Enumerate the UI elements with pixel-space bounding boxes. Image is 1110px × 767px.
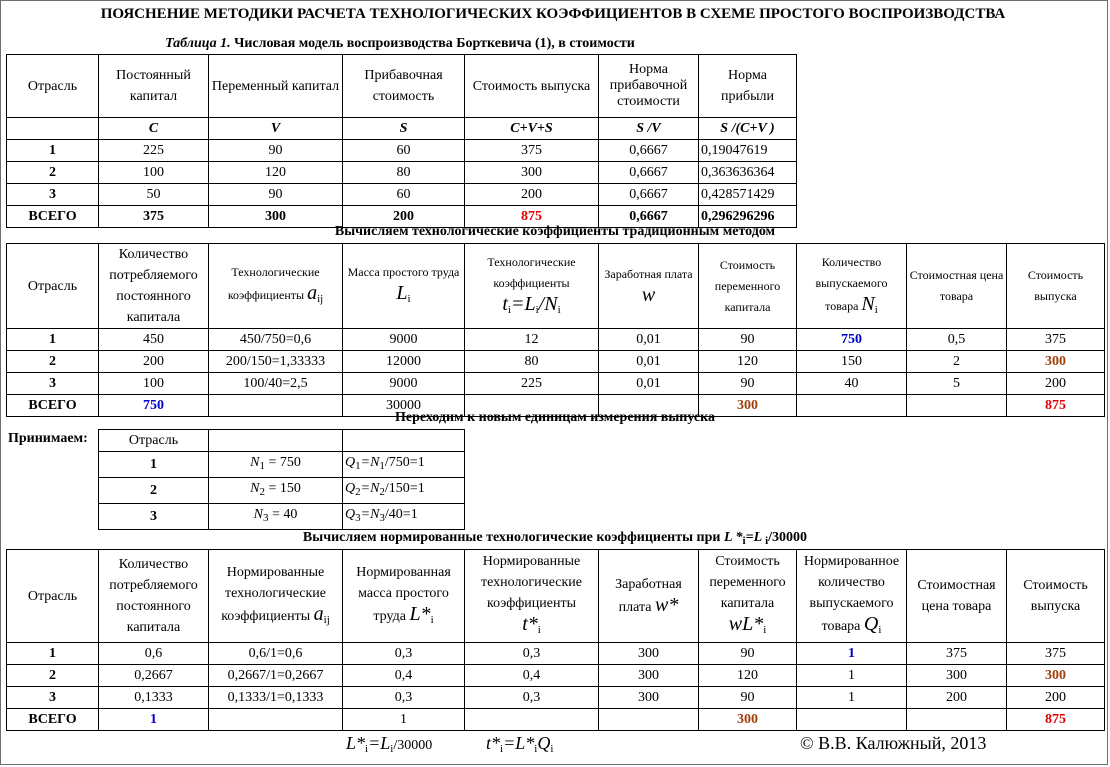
t3-n-cell: $N_3 = 40$ xyxy=(209,504,343,530)
t3-branch-num: 2 xyxy=(99,478,209,504)
accept-label: Принимаем: xyxy=(8,431,88,446)
t4-cell: 0,6/1=0,6 xyxy=(209,643,343,665)
t4-header-norm-tech-coef-t: Нормированные технологические коэффициенты $t*_i$ xyxy=(465,550,599,643)
table4-caption: Вычисляем нормированные технологические коэффициенты при L $*_i=L$ $_i$/30000 xyxy=(302,530,808,547)
t2-cell: 200 xyxy=(1007,373,1105,395)
t2-cell: 1 xyxy=(7,329,99,351)
t1-cell: 0,6667 xyxy=(599,162,699,184)
t2-cell: 12 xyxy=(465,329,599,351)
t3-branch-num: 3 xyxy=(99,504,209,530)
t4-cell: 300 xyxy=(599,687,699,709)
t4-cell: 375 xyxy=(1007,643,1105,665)
t4-total-variable: 300 xyxy=(699,709,797,731)
t1-cell: 0,6667 xyxy=(599,184,699,206)
t4-cell: 0,1333 xyxy=(99,687,209,709)
table1-caption-prefix: Таблица 1. xyxy=(165,36,231,51)
t2-total-label: ВСЕГО xyxy=(7,395,99,417)
table2-caption: Вычисляем технологические коэффициенты традиционным методом xyxy=(334,224,776,239)
t2-cell: 2 xyxy=(907,351,1007,373)
t2-header-labour-mass: Масса простого труда Li xyxy=(343,244,465,329)
t1-symbol: S /V xyxy=(599,118,699,140)
formula-tech-coef: $t*_i=L*_iQ_i$ xyxy=(486,733,554,755)
t4-header-unit-price: Стоимостная цена товара xyxy=(907,550,1007,643)
t4-cell: 200 xyxy=(1007,687,1105,709)
t4-cell: 200 xyxy=(907,687,1007,709)
t4-cell: 300 xyxy=(907,665,1007,687)
t1-header-profit-rate: Норма прибыли xyxy=(699,55,797,118)
t1-cell: 2 xyxy=(7,162,99,184)
t4-cell: 2 xyxy=(7,665,99,687)
t4-cell: 300 xyxy=(599,643,699,665)
t4-total-cell xyxy=(599,709,699,731)
t1-cell: 225 xyxy=(99,140,209,162)
t2-cell: 9000 xyxy=(343,329,465,351)
t4-cell: 0,3 xyxy=(343,687,465,709)
t1-header-branch: Отрасль xyxy=(7,55,99,118)
t4-cell: 1 xyxy=(797,687,907,709)
t1-total-cell: 0,296296296 xyxy=(699,206,797,228)
t4-cell: 0,1333/1=0,1333 xyxy=(209,687,343,709)
t4-total-label: ВСЕГО xyxy=(7,709,99,731)
t4-header-consumed-capital: Количество потребляемого постоянного капитала xyxy=(99,550,209,643)
t4-cell-output-value: 300 xyxy=(1007,665,1105,687)
t2-cell: 200/150=1,33333 xyxy=(209,351,343,373)
t1-symbol: S xyxy=(343,118,465,140)
t2-cell: 375 xyxy=(1007,329,1105,351)
t1-symbol: C+V+S xyxy=(465,118,599,140)
formula-labour-normalization: $L*_i=L_i/30000$ xyxy=(346,733,433,755)
t2-cell: 80 xyxy=(465,351,599,373)
t4-header-variable-capital: Стоимость переменного капитала $wL*_i$ xyxy=(699,550,797,643)
t4-cell: 375 xyxy=(907,643,1007,665)
t1-header-variable-capital: Переменный капитал xyxy=(209,55,343,118)
t1-cell: 80 xyxy=(343,162,465,184)
table2 xyxy=(6,243,1105,417)
t2-cell: 120 xyxy=(699,351,797,373)
t4-cell: 120 xyxy=(699,665,797,687)
t2-total-labour: 30000 xyxy=(343,395,465,417)
t1-header-output-value: Стоимость выпуска xyxy=(465,55,599,118)
t3-n-cell: $N_2 = 150$ xyxy=(209,478,343,504)
page-title: ПОЯСНЕНИЕ МЕТОДИКИ РАСЧЕТА ТЕХНОЛОГИЧЕСКИХ КОЭФФИЦИЕНТОВ В СХЕМЕ ПРОСТОГО ВОСПРОИЗВОДСТВА xyxy=(100,6,1006,22)
t2-cell: 12000 xyxy=(343,351,465,373)
t2-cell: 90 xyxy=(699,373,797,395)
t1-total-output: 875 xyxy=(465,206,599,228)
t4-cell: 0,4 xyxy=(343,665,465,687)
copyright: © В.В. Калюжный, 2013 xyxy=(800,733,987,753)
t3-empty xyxy=(343,430,465,452)
t3-q-cell: $Q_3=N_3/40=1$ xyxy=(343,504,465,530)
t4-header-norm-labour-mass: Нормированная масса простого труда $L*_i$ xyxy=(343,550,465,643)
t2-header-output-qty: Количество выпускаемого товара Ni xyxy=(797,244,907,329)
t1-header-surplus-value: Прибавочная стоимость xyxy=(343,55,465,118)
t4-total-output: 875 xyxy=(1007,709,1105,731)
t1-cell: 0,428571429 xyxy=(699,184,797,206)
t4-cell: 0,4 xyxy=(465,665,599,687)
t4-header-norm-output-qty: Нормированное количество выпускаемого товара $Q_i$ xyxy=(797,550,907,643)
t1-header-constant-capital: Постоянный капитал xyxy=(99,55,209,118)
t2-cell: 3 xyxy=(7,373,99,395)
t1-cell: 90 xyxy=(209,140,343,162)
t1-total-cell: 0,6667 xyxy=(599,206,699,228)
t2-cell: 9000 xyxy=(343,373,465,395)
t1-header-surplus-rate: Норма прибавочной стоимости xyxy=(599,55,699,118)
table3-caption: Переходим к новым единицам измерения выпуска xyxy=(395,410,715,425)
t2-cell: 450/750=0,6 xyxy=(209,329,343,351)
t4-cell-output-qty: 1 xyxy=(797,643,907,665)
t3-q-cell: $Q_1=N_1/750=1$ xyxy=(343,452,465,478)
t2-header-variable-capital: Стоимость переменного капитала xyxy=(699,244,797,329)
t4-header-output-value: Стоимость выпуска xyxy=(1007,550,1105,643)
t4-cell: 1 xyxy=(7,643,99,665)
t2-cell: 40 xyxy=(797,373,907,395)
t2-header-output-value: Стоимость выпуска xyxy=(1007,244,1105,329)
t2-total-consumed: 750 xyxy=(99,395,209,417)
t4-total-cell xyxy=(907,709,1007,731)
t1-cell: 60 xyxy=(343,140,465,162)
t1-symbol: V xyxy=(209,118,343,140)
t1-symbol xyxy=(7,118,99,140)
t2-cell: 150 xyxy=(797,351,907,373)
t4-total-cell xyxy=(797,709,907,731)
table4 xyxy=(6,549,1105,731)
t3-q-cell: $Q_2=N_2/150=1$ xyxy=(343,478,465,504)
table3 xyxy=(98,429,465,530)
t1-cell: 60 xyxy=(343,184,465,206)
t1-total-cell: 300 xyxy=(209,206,343,228)
t1-cell: 1 xyxy=(7,140,99,162)
t4-cell: 0,6 xyxy=(99,643,209,665)
t2-cell: 100 xyxy=(99,373,209,395)
t2-cell: 200 xyxy=(99,351,209,373)
t1-cell: 50 xyxy=(99,184,209,206)
t4-cell: 1 xyxy=(797,665,907,687)
t2-header-unit-price: Стоимостная цена товара xyxy=(907,244,1007,329)
t4-total-cell xyxy=(465,709,599,731)
t1-symbol: S /(C+V ) xyxy=(699,118,797,140)
t2-header-wage: Заработная плата w xyxy=(599,244,699,329)
t4-header-wage: Заработная плата w* xyxy=(599,550,699,643)
t2-cell: 450 xyxy=(99,329,209,351)
t2-cell: 5 xyxy=(907,373,1007,395)
t1-total-cell: 200 xyxy=(343,206,465,228)
t2-cell: 0,01 xyxy=(599,373,699,395)
t4-cell: 90 xyxy=(699,687,797,709)
t1-total-cell: 375 xyxy=(99,206,209,228)
t4-cell: 0,3 xyxy=(343,643,465,665)
t1-cell: 0,6667 xyxy=(599,140,699,162)
t2-cell: 0,01 xyxy=(599,351,699,373)
t2-cell: 100/40=2,5 xyxy=(209,373,343,395)
t2-header-consumed-capital: Количество потребляемого постоянного капитала xyxy=(99,244,209,329)
t2-cell-output-qty: 750 xyxy=(797,329,907,351)
t2-cell-output-value: 300 xyxy=(1007,351,1105,373)
t2-total-output: 875 xyxy=(1007,395,1105,417)
table1-caption-text: Числовая модель воспроизводства Борткевича (1), в стоимости xyxy=(234,36,635,51)
t1-cell: 0,19047619 xyxy=(699,140,797,162)
t2-header-tech-coef: Технологические коэффициенты aij xyxy=(209,244,343,329)
t2-header-tech-coef-t: Технологические коэффициенты ti=Li/Ni xyxy=(465,244,599,329)
t1-symbol: C xyxy=(99,118,209,140)
t3-header-branch: Отрасль xyxy=(99,430,209,452)
t4-cell: 90 xyxy=(699,643,797,665)
table1-caption xyxy=(100,36,700,52)
t4-header-norm-tech-coef: Нормированные технологические коэффициенты $a_{ij}$ xyxy=(209,550,343,643)
t2-cell: 225 xyxy=(465,373,599,395)
t2-cell: 0,5 xyxy=(907,329,1007,351)
t1-cell: 3 xyxy=(7,184,99,206)
t2-total-variable: 300 xyxy=(699,395,797,417)
t4-total-consumed: 1 xyxy=(99,709,209,731)
t3-empty xyxy=(209,430,343,452)
t1-cell: 375 xyxy=(465,140,599,162)
t4-total-labour: 1 xyxy=(343,709,465,731)
t3-branch-num: 1 xyxy=(99,452,209,478)
t1-cell: 200 xyxy=(465,184,599,206)
t2-header-branch: Отрасль xyxy=(7,244,99,329)
t4-total-cell xyxy=(209,709,343,731)
t1-cell: 90 xyxy=(209,184,343,206)
t3-n-cell: $N_1 = 750$ xyxy=(209,452,343,478)
t1-cell: 0,363636364 xyxy=(699,162,797,184)
t4-cell: 0,3 xyxy=(465,687,599,709)
t2-cell: 0,01 xyxy=(599,329,699,351)
t2-cell: 2 xyxy=(7,351,99,373)
t2-cell: 90 xyxy=(699,329,797,351)
t1-cell: 120 xyxy=(209,162,343,184)
t1-total-label: ВСЕГО xyxy=(7,206,99,228)
t4-cell: 0,2667 xyxy=(99,665,209,687)
t1-cell: 100 xyxy=(99,162,209,184)
t4-cell: 0,3 xyxy=(465,643,599,665)
t4-cell: 0,2667/1=0,2667 xyxy=(209,665,343,687)
t1-cell: 300 xyxy=(465,162,599,184)
t4-cell: 300 xyxy=(599,665,699,687)
t4-cell: 3 xyxy=(7,687,99,709)
table1 xyxy=(6,54,797,228)
t4-header-branch: Отрасль xyxy=(7,550,99,643)
